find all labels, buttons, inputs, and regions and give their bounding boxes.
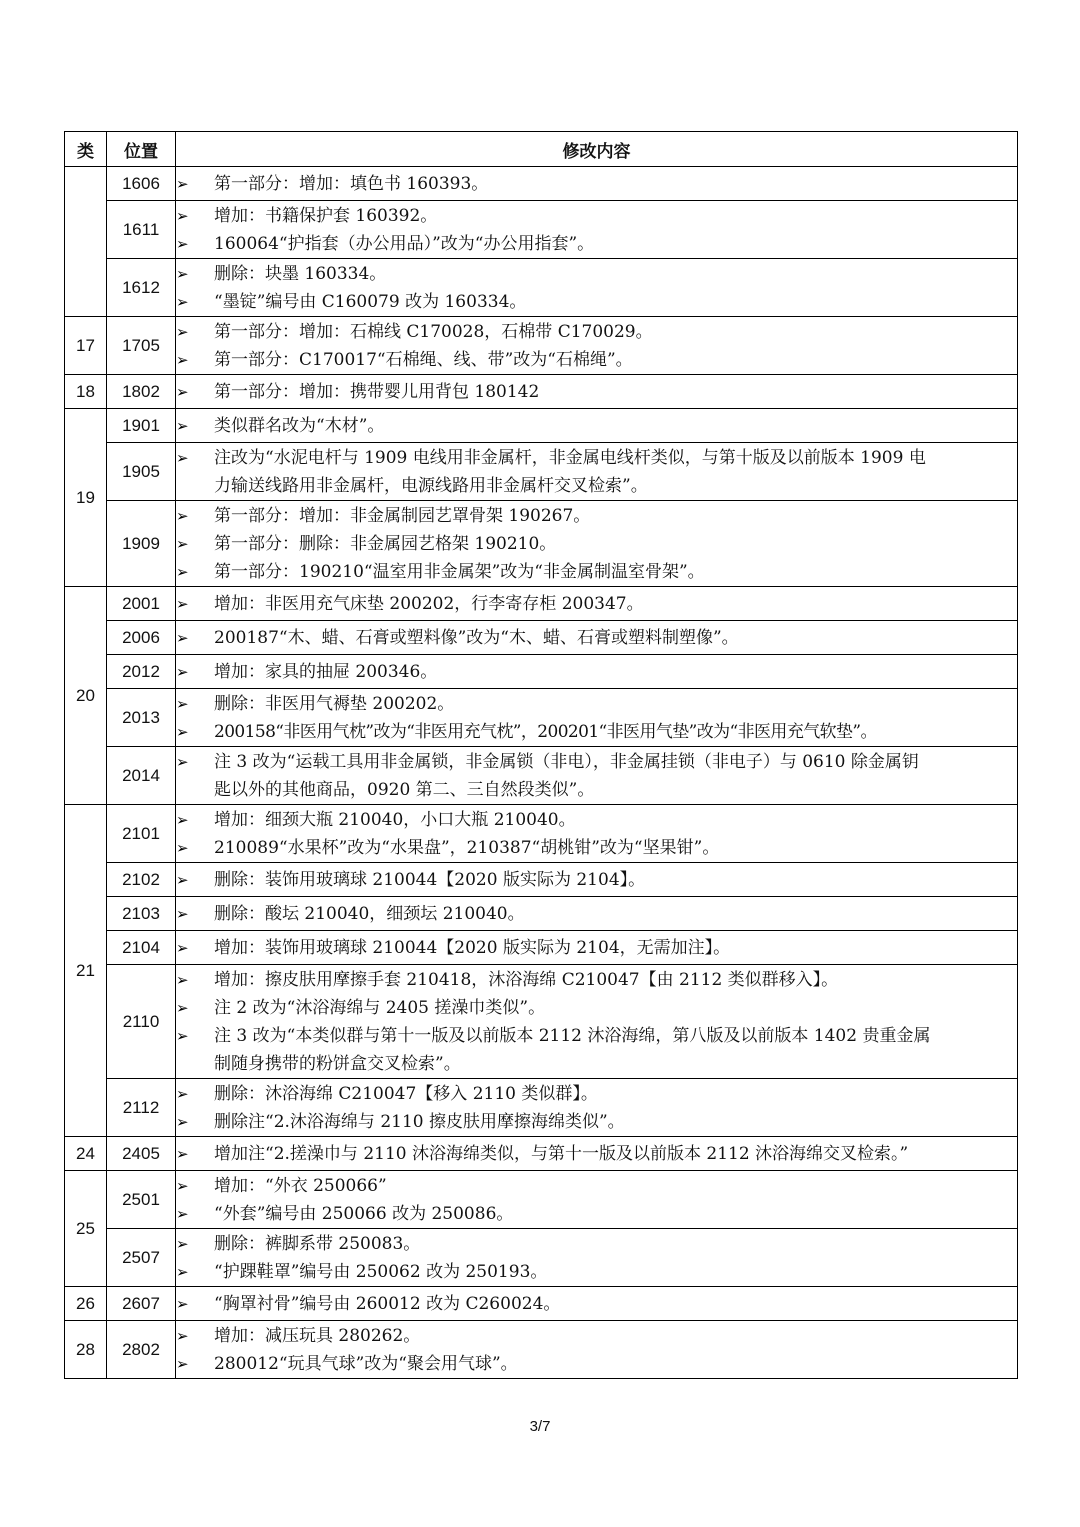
table-row xyxy=(65,747,1018,805)
content-line: 第一部分：190210“温室用非金属架”改为“非金属制温室骨架”。 xyxy=(214,561,705,582)
bullet-icon: ➢ xyxy=(176,810,189,829)
class-cell xyxy=(65,167,107,317)
content-cell xyxy=(176,501,1018,587)
content-line-continued: 力输送线路用非金属杆，电源线路用非金属杆交叉检索”。 xyxy=(214,475,648,496)
bullet-icon: ➢ xyxy=(176,938,189,957)
bullet-icon: ➢ xyxy=(176,174,189,193)
position-cell: 1705 xyxy=(107,317,176,375)
content-line: 第一部分：增加：填色书 160393。 xyxy=(214,173,489,194)
table-row xyxy=(65,1171,1018,1229)
table-row xyxy=(65,805,1018,863)
content-cell xyxy=(176,587,1018,621)
bullet-icon: ➢ xyxy=(176,662,189,681)
header-position: 位置 xyxy=(107,132,176,167)
table-row xyxy=(65,965,1018,1079)
content-cell xyxy=(176,863,1018,897)
position-cell: 1905 xyxy=(107,443,176,501)
bullet-icon: ➢ xyxy=(176,722,188,741)
bullet-icon: ➢ xyxy=(176,506,189,525)
position-cell: 2014 xyxy=(107,747,176,805)
content-cell xyxy=(176,1229,1018,1287)
position-cell: 1901 xyxy=(107,409,176,443)
bullet-icon: ➢ xyxy=(176,1234,189,1253)
position-cell: 2104 xyxy=(107,931,176,965)
class-cell: 25 xyxy=(65,1171,107,1287)
position-cell: 1909 xyxy=(107,501,176,587)
class-cell: 17 xyxy=(65,317,107,375)
content-cell xyxy=(176,747,1018,805)
content-line: “护踝鞋罩”编号由 250062 改为 250193。 xyxy=(214,1261,548,1282)
class-cell: 24 xyxy=(65,1137,107,1171)
content-cell xyxy=(176,167,1018,201)
bullet-icon: ➢ xyxy=(176,628,189,647)
table-row xyxy=(65,1079,1018,1137)
bullet-icon: ➢ xyxy=(176,870,189,889)
content-line: 增加：家具的抽屉 200346。 xyxy=(214,661,438,682)
table-row xyxy=(65,259,1018,317)
content-line: 删除：块墨 160334。 xyxy=(214,263,387,284)
bullet-icon: ➢ xyxy=(176,1294,189,1313)
table-row xyxy=(65,587,1018,621)
bullet-icon: ➢ xyxy=(176,694,189,713)
bullet-icon: ➢ xyxy=(176,1204,189,1223)
table-row xyxy=(65,167,1018,201)
content-cell xyxy=(176,1287,1018,1321)
table-row xyxy=(65,655,1018,689)
class-cell: 20 xyxy=(65,587,107,805)
content-line: 增加：“外衣 250066” xyxy=(214,1175,387,1196)
bullet-icon: ➢ xyxy=(176,1026,189,1045)
class-cell: 21 xyxy=(65,805,107,1137)
table-row xyxy=(65,1287,1018,1321)
bullet-icon: ➢ xyxy=(176,416,189,435)
position-cell: 2112 xyxy=(107,1079,176,1137)
content-line: 删除：酸坛 210040，细颈坛 210040。 xyxy=(214,903,525,924)
content-line: 第一部分：增加：石棉线 C170028，石棉带 C170029。 xyxy=(214,321,653,342)
table-row xyxy=(65,897,1018,931)
position-cell: 2802 xyxy=(107,1321,176,1379)
bullet-icon: ➢ xyxy=(176,322,189,341)
header-class: 类 xyxy=(65,132,107,167)
content-line: 增加：非医用充气床垫 200202，行李寄存柜 200347。 xyxy=(214,593,644,614)
content-line: 第一部分：增加：携带婴儿用背包 180142 xyxy=(214,381,540,402)
content-line: 210089“水果杯”改为“水果盘”，210387“胡桃钳”改为“坚果钳”。 xyxy=(214,837,720,858)
content-cell xyxy=(176,375,1018,409)
bullet-icon: ➢ xyxy=(176,534,189,553)
content-line: 注 2 改为“沐浴海绵与 2405 搓澡巾类似”。 xyxy=(214,997,546,1018)
content-line: 增加：擦皮肤用摩擦手套 210418，沐浴海绵 C210047【由 2112 类似群移入】。 xyxy=(214,969,839,990)
content-cell xyxy=(176,931,1018,965)
bullet-icon: ➢ xyxy=(176,1262,189,1281)
page-number: 3/7 xyxy=(529,1418,551,1435)
table-row xyxy=(65,931,1018,965)
table-row xyxy=(65,201,1018,259)
bullet-icon: ➢ xyxy=(176,264,189,283)
content-cell xyxy=(176,621,1018,655)
content-line: 删除：非医用气褥垫 200202。 xyxy=(214,693,455,714)
position-cell: 2012 xyxy=(107,655,176,689)
position-cell: 2101 xyxy=(107,805,176,863)
content-cell xyxy=(176,259,1018,317)
bullet-icon: ➢ xyxy=(176,1144,189,1163)
bullet-icon: ➢ xyxy=(176,904,189,923)
class-cell: 18 xyxy=(65,375,107,409)
table-row xyxy=(65,501,1018,587)
content-line: 删除：装饰用玻璃球 210044【2020 版实际为 2104】。 xyxy=(214,869,646,890)
bullet-icon: ➢ xyxy=(176,382,189,401)
content-line: 增加：细颈大瓶 210040，小口大瓶 210040。 xyxy=(214,809,576,830)
content-line: 200187“木、蜡、石膏或塑料像”改为“木、蜡、石膏或塑料制塑像”。 xyxy=(214,627,739,648)
bullet-icon: ➢ xyxy=(176,448,189,467)
class-cell: 26 xyxy=(65,1287,107,1321)
bullet-icon: ➢ xyxy=(176,998,189,1017)
content-line: 第一部分：增加：非金属制园艺罩骨架 190267。 xyxy=(214,505,591,526)
table-row xyxy=(65,317,1018,375)
table-header-row xyxy=(65,132,1018,167)
content-line: 增加：书籍保护套 160392。 xyxy=(214,205,438,226)
bullet-icon: ➢ xyxy=(176,752,189,771)
content-line: 删除：裤脚系带 250083。 xyxy=(214,1233,421,1254)
bullet-icon: ➢ xyxy=(176,1084,189,1103)
position-cell: 2110 xyxy=(107,965,176,1079)
position-cell: 2607 xyxy=(107,1287,176,1321)
position-cell: 2006 xyxy=(107,621,176,655)
revision-table xyxy=(64,131,1018,1379)
content-line: 删除注“2.沐浴海绵与 2110 擦皮肤用摩擦海绵类似”。 xyxy=(214,1111,625,1132)
content-cell xyxy=(176,1137,1018,1171)
position-cell: 1611 xyxy=(107,201,176,259)
table-row xyxy=(65,621,1018,655)
table-row xyxy=(65,689,1018,747)
table-row xyxy=(65,409,1018,443)
content-line: 160064“护指套（办公用品）”改为“办公用指套”。 xyxy=(214,233,595,254)
content-line: 200158“非医用气枕”改为“非医用充气枕”，200201“非医用气垫”改为“非医用充气软垫”。 xyxy=(214,721,877,742)
content-cell xyxy=(176,965,1018,1079)
content-line: 第一部分：删除：非金属园艺格架 190210。 xyxy=(214,533,557,554)
position-cell: 1612 xyxy=(107,259,176,317)
content-cell xyxy=(176,443,1018,501)
content-line: 增加：减压玩具 280262。 xyxy=(214,1325,421,1346)
position-cell: 1802 xyxy=(107,375,176,409)
content-line: “墨锭”编号由 C160079 改为 160334。 xyxy=(214,291,527,312)
content-cell xyxy=(176,1079,1018,1137)
content-line: “外套”编号由 250066 改为 250086。 xyxy=(214,1203,514,1224)
bullet-icon: ➢ xyxy=(176,838,189,857)
position-cell: 2103 xyxy=(107,897,176,931)
content-cell xyxy=(176,201,1018,259)
content-line: “胸罩衬骨”编号由 260012 改为 C260024。 xyxy=(214,1293,561,1314)
content-line-continued: 匙以外的其他商品，0920 第二、三自然段类似”。 xyxy=(214,779,595,800)
bullet-icon: ➢ xyxy=(176,562,189,581)
table-row xyxy=(65,1321,1018,1379)
content-cell xyxy=(176,317,1018,375)
bullet-icon: ➢ xyxy=(176,1354,189,1373)
content-cell xyxy=(176,1321,1018,1379)
position-cell: 2001 xyxy=(107,587,176,621)
bullet-icon: ➢ xyxy=(176,350,189,369)
position-cell: 2013 xyxy=(107,689,176,747)
content-line: 注 3 改为“本类似群与第十一版及以前版本 2112 沐浴海绵，第八版及以前版本 1402 贵重金属 xyxy=(214,1025,931,1046)
position-cell: 2405 xyxy=(107,1137,176,1171)
table-row xyxy=(65,1137,1018,1171)
table-row xyxy=(65,1229,1018,1287)
position-cell: 2501 xyxy=(107,1171,176,1229)
header-content: 修改内容 xyxy=(176,132,1018,167)
content-line: 增加注“2.搓澡巾与 2110 沐浴海绵类似，与第十一版及以前版本 2112 沐浴海绵交叉检索。” xyxy=(214,1143,909,1164)
bullet-icon: ➢ xyxy=(176,594,189,613)
content-line: 注改为“水泥电杆与 1909 电线用非金属杆，非金属电线杆类似，与第十版及以前版本 1909 电 xyxy=(214,447,926,468)
content-cell xyxy=(176,897,1018,931)
bullet-icon: ➢ xyxy=(176,1326,189,1345)
table-row xyxy=(65,375,1018,409)
content-line-continued: 制随身携带的粉饼盒交叉检索”。 xyxy=(214,1053,461,1074)
bullet-icon: ➢ xyxy=(176,206,189,225)
bullet-icon: ➢ xyxy=(176,1176,189,1195)
bullet-icon: ➢ xyxy=(176,292,189,311)
position-cell: 1606 xyxy=(107,167,176,201)
table-row xyxy=(65,863,1018,897)
bullet-icon: ➢ xyxy=(176,970,189,989)
content-line: 280012“玩具气球”改为“聚会用气球”。 xyxy=(214,1353,518,1374)
table-row xyxy=(65,443,1018,501)
content-line: 删除：沐浴海绵 C210047【移入 2110 类似群】。 xyxy=(214,1083,598,1104)
class-cell: 28 xyxy=(65,1321,107,1379)
content-cell xyxy=(176,409,1018,443)
content-cell xyxy=(176,1171,1018,1229)
position-cell: 2102 xyxy=(107,863,176,897)
bullet-icon: ➢ xyxy=(176,1112,189,1131)
bullet-icon: ➢ xyxy=(176,234,189,253)
content-line: 类似群名改为“木材”。 xyxy=(214,415,385,436)
content-cell xyxy=(176,805,1018,863)
position-cell: 2507 xyxy=(107,1229,176,1287)
content-cell xyxy=(176,689,1018,747)
class-cell: 19 xyxy=(65,409,107,587)
content-line: 注 3 改为“运载工具用非金属锁，非金属锁（非电），非金属挂锁（非电子）与 0610 除金属钥 xyxy=(214,751,919,772)
content-line: 增加：装饰用玻璃球 210044【2020 版实际为 2104，无需加注】。 xyxy=(214,937,731,958)
content-cell xyxy=(176,655,1018,689)
content-line: 第一部分：C170017“石棉绳、线、带”改为“石棉绳”。 xyxy=(214,349,633,370)
